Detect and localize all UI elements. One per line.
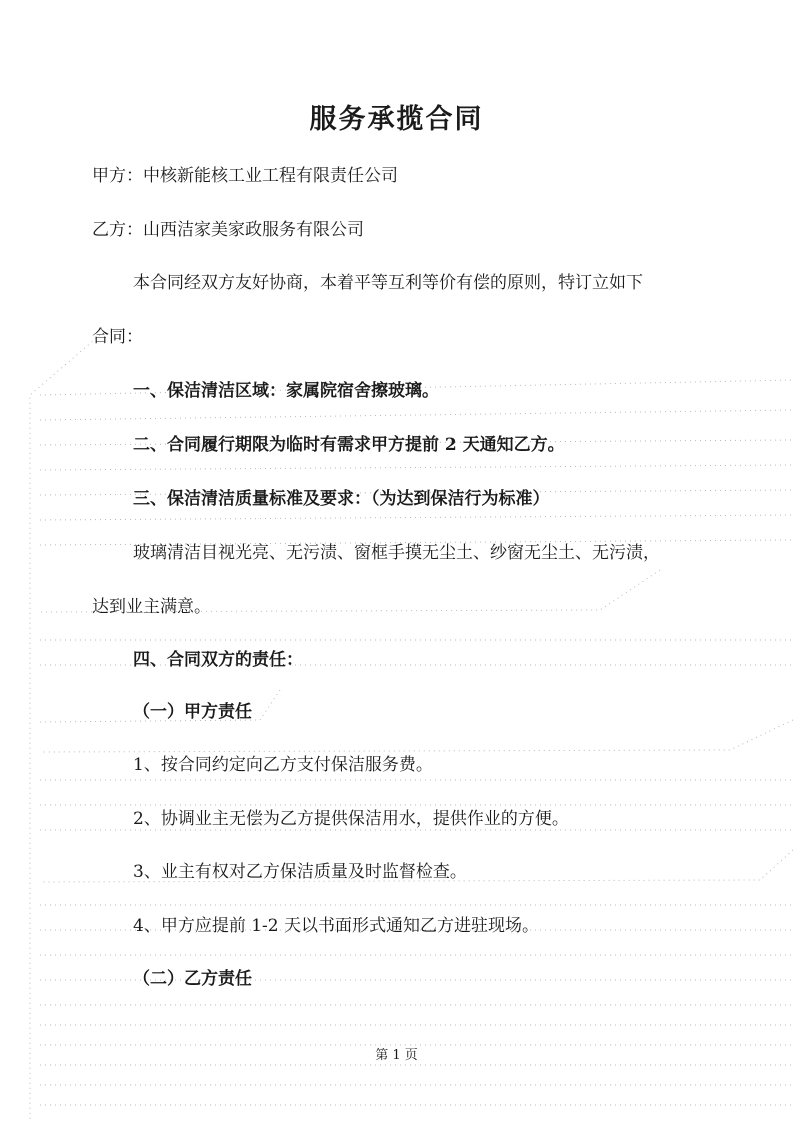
intro-paragraph-line2: 合同：: [92, 327, 143, 347]
party-b-duties-heading: （二）乙方责任: [133, 969, 252, 989]
party-a-line: 甲方：中核新能核工业工程有限责任公司: [92, 166, 398, 186]
list-item: 4、甲方应提前 1-2 天以书面形式通知乙方进驻现场。: [133, 916, 539, 936]
list-item: 3、业主有权对乙方保洁质量及时监督检查。: [133, 862, 467, 882]
clause-2: 二、合同履行期限为临时有需求甲方提前 2 天通知乙方。: [133, 435, 565, 455]
list-item: 2、协调业主无偿为乙方提供保洁用水，提供作业的方便。: [133, 809, 569, 829]
standard-line2: 达到业主满意。: [92, 597, 211, 617]
clause-1: 一、保洁清洁区域：家属院宿舍擦玻璃。: [133, 381, 439, 401]
list-item: 1、按合同约定向乙方支付保洁服务费。: [133, 755, 433, 775]
party-a-duties-heading: （一）甲方责任: [133, 702, 252, 722]
clause-4: 四、合同双方的责任：: [133, 650, 303, 670]
clause-3: 三、保洁清洁质量标准及要求：（为达到保洁行为标准）: [133, 489, 550, 509]
page-number: 第 1 页: [375, 1048, 418, 1063]
intro-paragraph-line1: 本合同经双方友好协商，本着平等互利等价有偿的原则，特订立如下: [133, 273, 643, 293]
page-title: 服务承揽合同: [309, 104, 484, 135]
standard-line1: 玻璃清洁目视光亮、无污渍、窗框手摸无尘土、纱窗无尘土、无污渍，: [133, 543, 660, 563]
party-b-line: 乙方：山西洁家美家政服务有限公司: [92, 220, 364, 240]
